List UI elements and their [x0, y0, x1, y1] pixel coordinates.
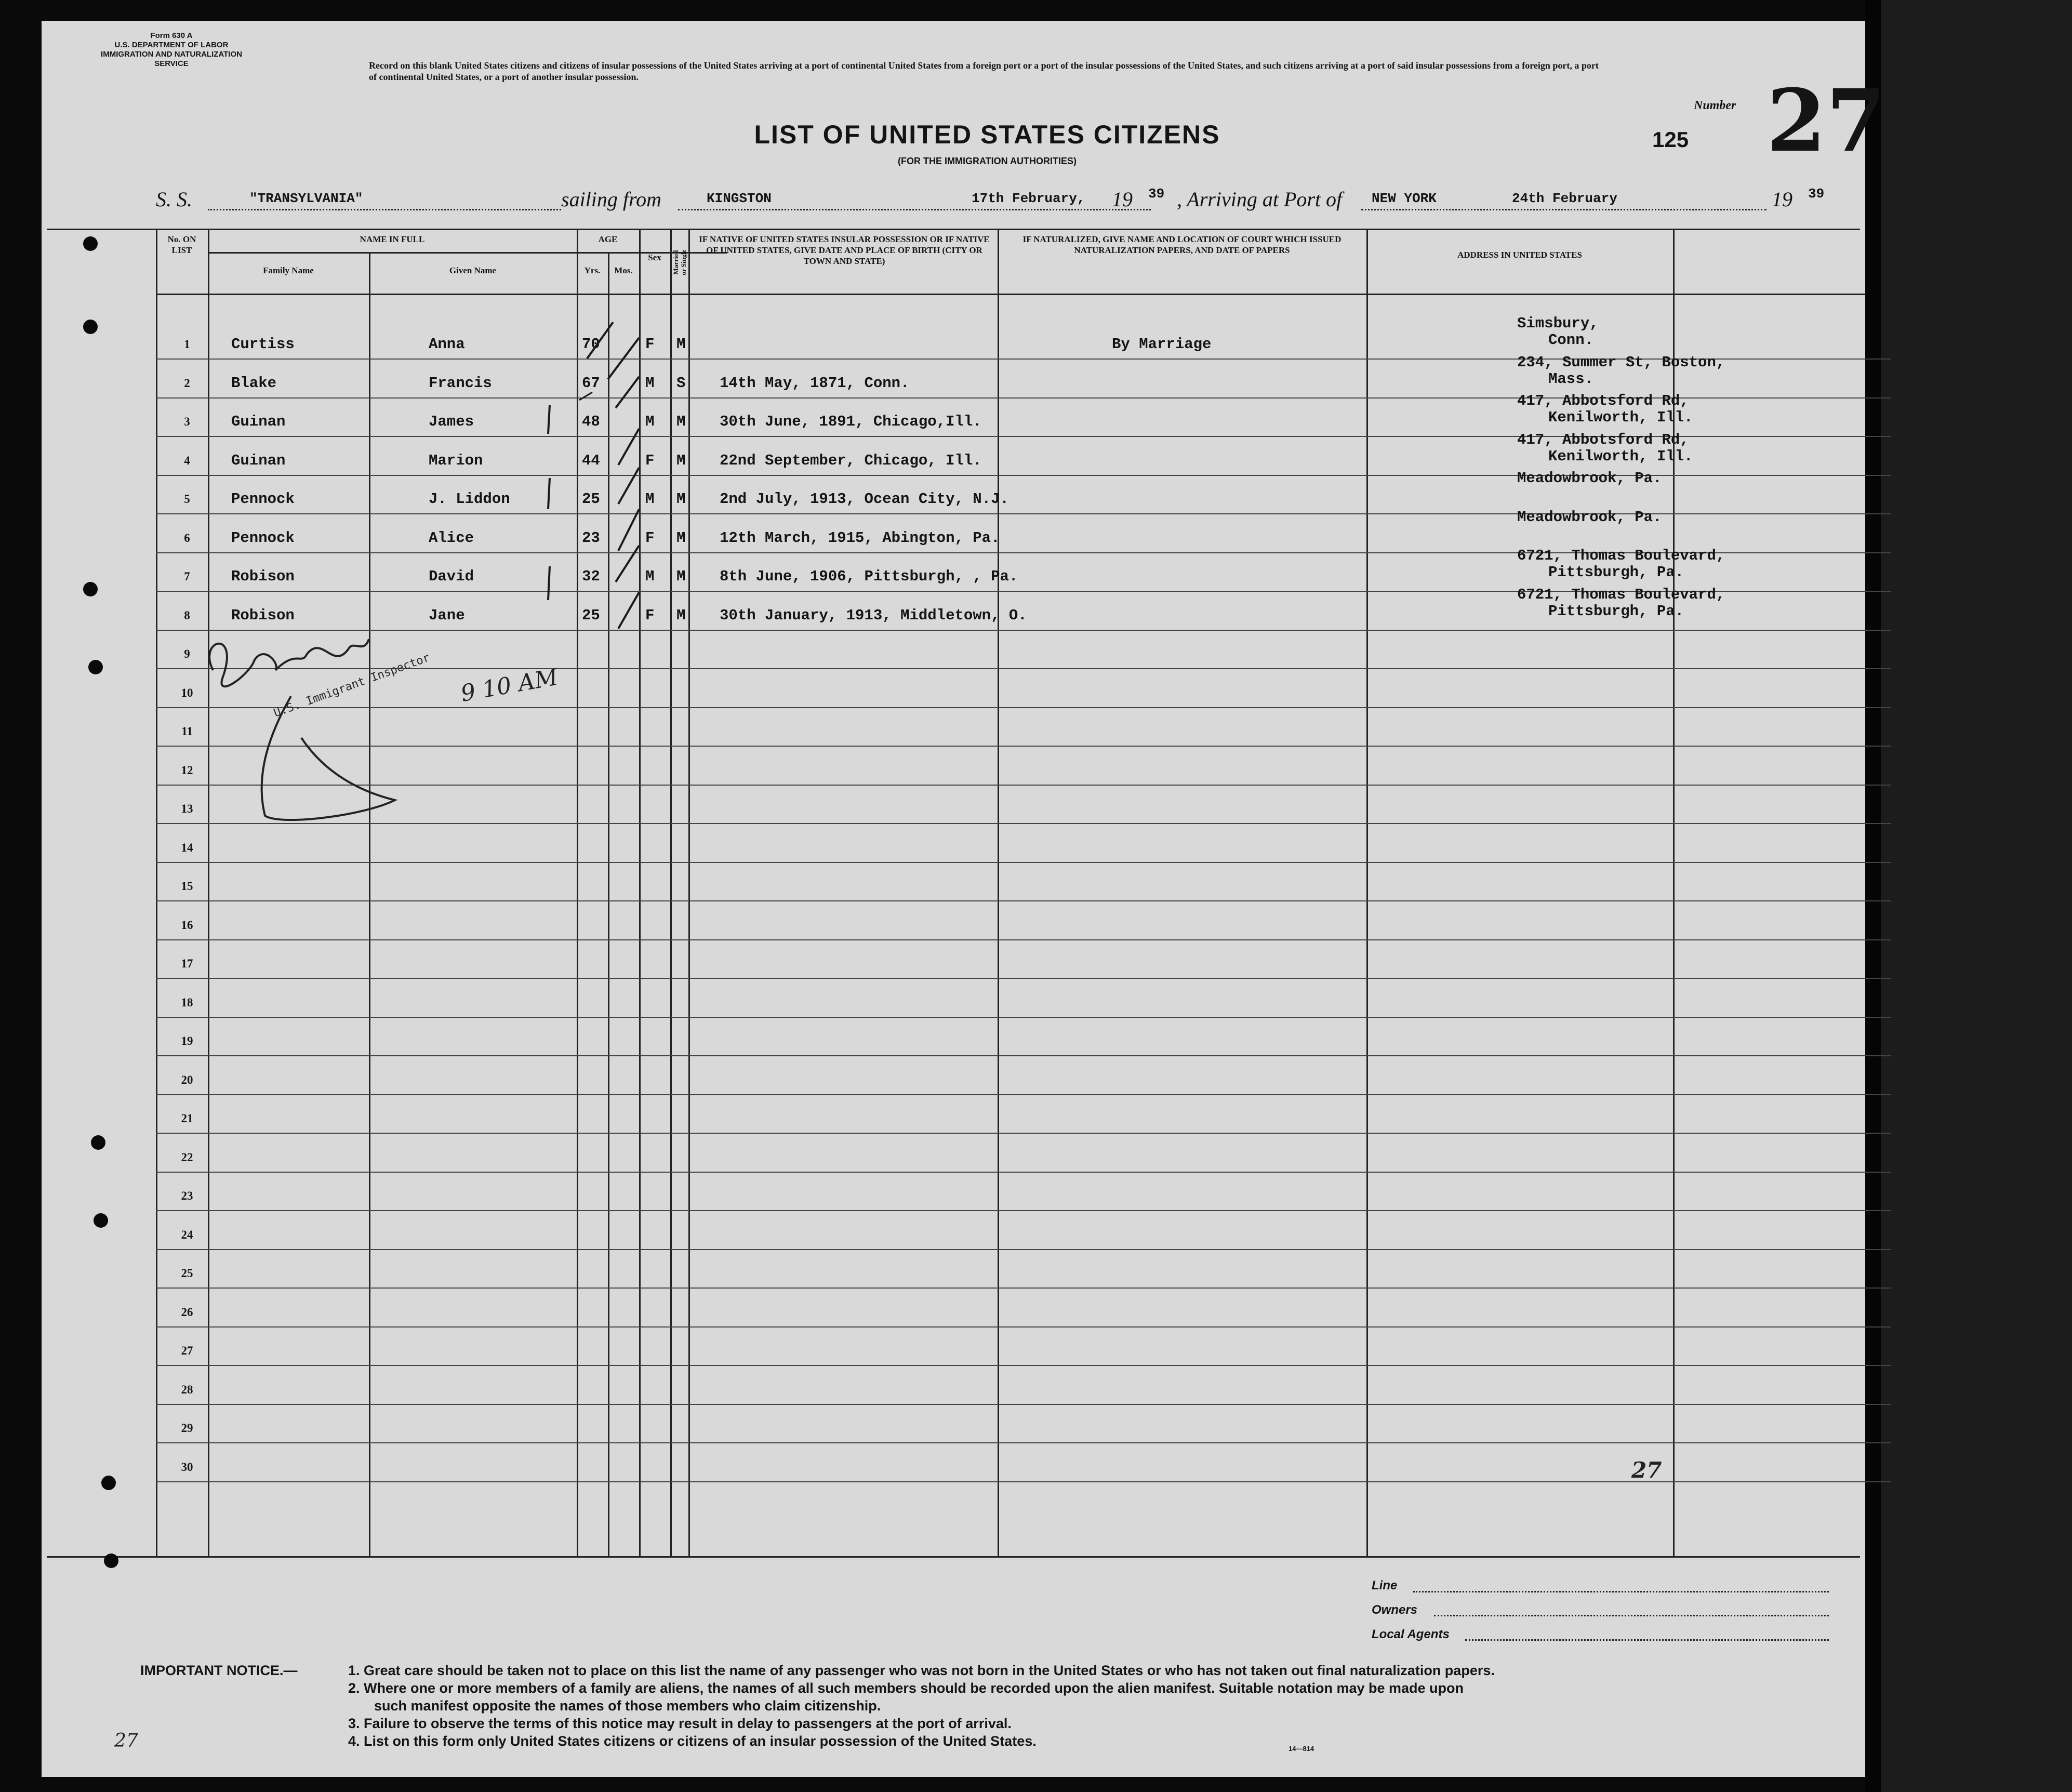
given-name-cell: Jane	[429, 606, 465, 624]
marital-status-cell: M	[676, 529, 686, 547]
table-top-rule	[47, 229, 1860, 230]
port-to: NEW YORK	[1372, 191, 1437, 206]
given-name-cell: James	[429, 413, 474, 430]
row-rule	[156, 1442, 1891, 1443]
manifest-sheet	[42, 21, 1886, 1777]
row-number: 4	[184, 454, 190, 467]
binder-hole	[94, 1213, 108, 1228]
row-rule	[156, 978, 1891, 979]
year-2: 39	[1808, 186, 1825, 202]
number-label: Number	[1694, 99, 1736, 112]
address-line-1: 417, Abbotsford Rd,	[1517, 392, 1689, 409]
row-number: 5	[184, 493, 190, 506]
row-rule	[156, 1017, 1891, 1018]
naturalization-cell: By Marriage	[1112, 336, 1212, 353]
row-number: 26	[181, 1305, 193, 1319]
family-name-cell: Guinan	[231, 413, 286, 430]
marital-status-cell: M	[676, 413, 686, 430]
family-name-cell: Pennock	[231, 490, 295, 508]
row-number: 2	[184, 376, 190, 390]
department-name: U.S. DEPARTMENT OF LABOR	[114, 41, 229, 49]
row-rule	[156, 1481, 1891, 1482]
form-id-block	[96, 31, 247, 69]
row-number: 18	[181, 995, 193, 1009]
row-number: 22	[181, 1150, 193, 1164]
handwritten-number: 27	[1631, 1457, 1662, 1483]
row-number: 14	[181, 841, 193, 854]
address-line-1: 6721, Thomas Boulevard,	[1517, 547, 1725, 564]
family-name-cell: Robison	[231, 606, 295, 624]
row-number: 21	[181, 1112, 193, 1125]
sailing-from-label: sailing from	[561, 188, 661, 211]
row-number: 7	[184, 570, 190, 583]
header-birth: IF NATIVE OF UNITED STATES INSULAR POSSESSION OR IF NATIVE OF UNITED STATES, GIVE DATE AND PLACE OF BIRTH (CITY OR TOWN AND STATE)	[699, 234, 990, 266]
arrival-underline	[1361, 209, 1766, 210]
row-rule	[156, 900, 1891, 901]
owners-underline	[1434, 1615, 1829, 1616]
row-number: 15	[181, 880, 193, 893]
address-line-1: Meadowbrook, Pa.	[1517, 470, 1662, 487]
notice-2: 2. Where one or more members of a family are aliens, the names of all such members should be recorded upon the alien manifest. Suitable notation may be made upon	[348, 1680, 1464, 1696]
scan-edge-strip	[1881, 0, 2072, 1792]
row-rule	[156, 1326, 1891, 1328]
form-title: LIST OF UNITED STATES CITIZENS	[754, 120, 1220, 149]
line-underline	[1413, 1591, 1829, 1592]
inspector-signature	[177, 618, 560, 837]
family-name-cell: Guinan	[231, 452, 286, 469]
owners-label: Owners	[1372, 1603, 1418, 1617]
arriving-label: , Arriving at Port of	[1177, 188, 1343, 211]
row-number: 29	[181, 1422, 193, 1435]
age-cell: 32	[582, 568, 600, 585]
row-number: 3	[184, 415, 190, 428]
ship-underline	[208, 209, 561, 210]
family-name-cell: Pennock	[231, 529, 295, 547]
form-number: Form 630 A	[150, 31, 193, 40]
inspector-stamp-text: U.S. Immigrant Inspector	[272, 651, 432, 720]
family-name-cell: Robison	[231, 568, 295, 585]
local-agents-underline	[1465, 1639, 1829, 1641]
address-line-2: Conn.	[1548, 331, 1594, 349]
notice-2-cont: such manifest opposite the names of those members who claim citizenship.	[374, 1698, 881, 1714]
age-cell: 44	[582, 452, 600, 469]
col-rule-address	[1366, 229, 1368, 1556]
row-number: 30	[181, 1460, 193, 1474]
given-name-cell: Anna	[429, 336, 465, 353]
age-cell: 25	[582, 606, 600, 624]
handwritten-tally-marks	[540, 395, 561, 603]
birth-cell: 8th June, 1906, Pittsburgh, , Pa.	[720, 568, 1018, 585]
given-name-cell: Marion	[429, 452, 483, 469]
birth-cell: 2nd July, 1913, Ocean City, N.J.	[720, 490, 1009, 508]
page-number: 125	[1652, 127, 1689, 152]
address-line-1: Meadowbrook, Pa.	[1517, 508, 1662, 526]
form-subtitle: (FOR THE IMMIGRATION AUTHORITIES)	[898, 156, 1077, 166]
row-rule	[156, 939, 1891, 940]
row-number: 25	[181, 1267, 193, 1280]
header-age: AGE	[598, 234, 618, 244]
binder-hole	[104, 1554, 118, 1568]
binder-hole	[91, 1135, 105, 1150]
row-number: 6	[184, 531, 190, 545]
row-rule	[156, 1055, 1891, 1056]
given-name-cell: Alice	[429, 529, 474, 547]
corner-number: 27	[114, 1730, 138, 1751]
age-cell: 23	[582, 529, 600, 547]
binder-hole	[88, 660, 103, 674]
binder-hole	[83, 236, 98, 251]
marital-status-cell: S	[676, 374, 686, 392]
service-name: IMMIGRATION AND NATURALIZATION SERVICE	[101, 50, 242, 68]
birth-cell: 12th March, 1915, Abington, Pa.	[720, 529, 1000, 547]
row-rule	[156, 1287, 1891, 1289]
age-cell: 48	[582, 413, 600, 430]
notice-label: IMPORTANT NOTICE.—	[140, 1663, 298, 1678]
given-name-cell: Francis	[429, 374, 492, 392]
form-instruction: Record on this blank United States citizens and citizens of insular possessions of the United States arriving at a port of continental United States from a foreign port or a port of the insular possessions of the United States, and such citizens arriving at a port of said insular possessions from a foreign port, a port of continental United States, or a port of another insular possession.	[369, 60, 1599, 82]
header-address: ADDRESS IN UNITED STATES	[1457, 250, 1582, 260]
header-name-in-full: NAME IN FULL	[360, 234, 425, 244]
row-number: 10	[181, 686, 193, 699]
col-rule-no	[156, 229, 157, 1556]
sex-cell: F	[645, 336, 655, 353]
row-number: 9	[184, 647, 190, 660]
sailing-date: 17th February,	[972, 191, 1085, 206]
row-rule	[156, 1365, 1891, 1366]
row-number: 12	[181, 763, 193, 777]
address-line-2: Pittsburgh, Pa.	[1548, 564, 1684, 581]
binder-hole	[83, 320, 98, 334]
birth-cell: 14th May, 1871, Conn.	[720, 374, 910, 392]
address-line-1: 6721, Thomas Boulevard,	[1517, 586, 1725, 603]
header-given-name: Given Name	[449, 266, 497, 275]
given-name-cell: J. Liddon	[429, 490, 510, 508]
sex-cell: F	[645, 452, 655, 469]
notice-1: 1. Great care should be taken not to place on this list the name of any passenger who was not born in the United States or who has not taken out final naturalization papers.	[348, 1663, 1495, 1678]
col-rule-end	[1673, 229, 1675, 1556]
header-no: No. ON LIST	[167, 234, 196, 255]
sex-cell: F	[645, 606, 655, 624]
row-rule	[156, 1133, 1891, 1134]
notice-4: 4. List on this form only United States citizens or citizens of an insular possession of the United States.	[348, 1733, 1037, 1749]
address-line-2: Mass.	[1548, 370, 1594, 388]
binder-hole	[83, 582, 98, 596]
address-line-1: Simsbury,	[1517, 315, 1599, 332]
port-underline	[678, 209, 1151, 210]
header-married-single: Married or Single	[672, 249, 687, 275]
sex-cell: M	[645, 490, 655, 508]
header-mos: Mos.	[614, 266, 633, 275]
marital-status-cell: M	[676, 336, 686, 353]
year-1: 39	[1148, 186, 1165, 202]
address-line-2: Kenilworth, Ill.	[1548, 409, 1693, 426]
age-cell: 25	[582, 490, 600, 508]
inspector-stamp-time: 9 10 AM	[459, 663, 560, 707]
birth-cell: 30th June, 1891, Chicago,Ill.	[720, 413, 982, 430]
row-number: 11	[181, 725, 193, 738]
arrival-date: 24th February	[1512, 191, 1617, 206]
marital-status-cell: M	[676, 490, 686, 508]
row-number: 24	[181, 1228, 193, 1241]
col-rule-family	[208, 229, 209, 1556]
row-number: 8	[184, 608, 190, 622]
year-prefix-1: 19	[1112, 188, 1133, 211]
family-name-cell: Curtiss	[231, 336, 295, 353]
birth-cell: 22nd September, Chicago, Ill.	[720, 452, 982, 469]
binder-hole	[101, 1476, 116, 1490]
row-rule	[156, 862, 1891, 863]
row-number: 19	[181, 1034, 193, 1047]
table-bottom-rule	[47, 1556, 1860, 1558]
header-yrs: Yrs.	[584, 266, 601, 275]
header-naturalized: IF NATURALIZED, GIVE NAME AND LOCATION OF COURT WHICH ISSUED NATURALIZATION PAPERS, AND DATE OF PAPERS	[1022, 234, 1342, 255]
sex-cell: M	[645, 568, 655, 585]
list-number: 27	[1766, 70, 1886, 171]
sex-cell: F	[645, 529, 655, 547]
address-line-2: Pittsburgh, Pa.	[1548, 602, 1684, 620]
sex-cell: M	[645, 413, 655, 430]
ship-name: "TRANSYLVANIA"	[249, 191, 363, 206]
row-number: 13	[181, 802, 193, 815]
age-cell: 67	[582, 374, 600, 392]
local-agents-label: Local Agents	[1372, 1627, 1450, 1641]
line-label: Line	[1372, 1578, 1398, 1592]
marital-status-cell: M	[676, 568, 686, 585]
given-name-cell: David	[429, 568, 474, 585]
row-rule	[156, 1172, 1891, 1173]
row-number: 23	[181, 1189, 193, 1202]
family-name-cell: Blake	[231, 374, 277, 392]
col-rule-given	[369, 252, 370, 1556]
marital-status-cell: M	[676, 452, 686, 469]
row-number: 16	[181, 918, 193, 932]
port-from: KINGSTON	[707, 191, 772, 206]
row-rule	[156, 1210, 1891, 1211]
header-family-name: Family Name	[263, 266, 314, 275]
print-code: 14—814	[1289, 1745, 1314, 1753]
birth-cell: 30th January, 1913, Middletown, O.	[720, 606, 1027, 624]
ss-label: S. S.	[156, 188, 192, 211]
header-bottom-rule	[156, 294, 1865, 295]
notice-3: 3. Failure to observe the terms of this notice may result in delay to passengers at the port of arrival.	[348, 1716, 1012, 1731]
address-line-2: Kenilworth, Ill.	[1548, 447, 1693, 465]
age-cell: 70	[582, 336, 600, 353]
marital-status-cell: M	[676, 606, 686, 624]
col-rule-naturalized	[998, 229, 999, 1556]
row-rule	[156, 1094, 1891, 1095]
handwritten-check-marks	[577, 301, 681, 696]
row-number: 27	[181, 1344, 193, 1357]
sex-cell: M	[645, 374, 655, 392]
header-sex: Sex	[648, 253, 661, 262]
row-number: 17	[181, 957, 193, 970]
address-line-1: 417, Abbotsford Rd,	[1517, 431, 1689, 448]
address-line-1: 234, Summer St, Boston,	[1517, 353, 1725, 371]
year-prefix-2: 19	[1772, 188, 1792, 211]
row-number: 1	[184, 338, 190, 351]
row-number: 28	[181, 1383, 193, 1396]
col-rule-birth	[688, 229, 690, 1556]
row-number: 20	[181, 1073, 193, 1086]
row-rule	[156, 1404, 1891, 1405]
row-rule	[156, 1249, 1891, 1250]
